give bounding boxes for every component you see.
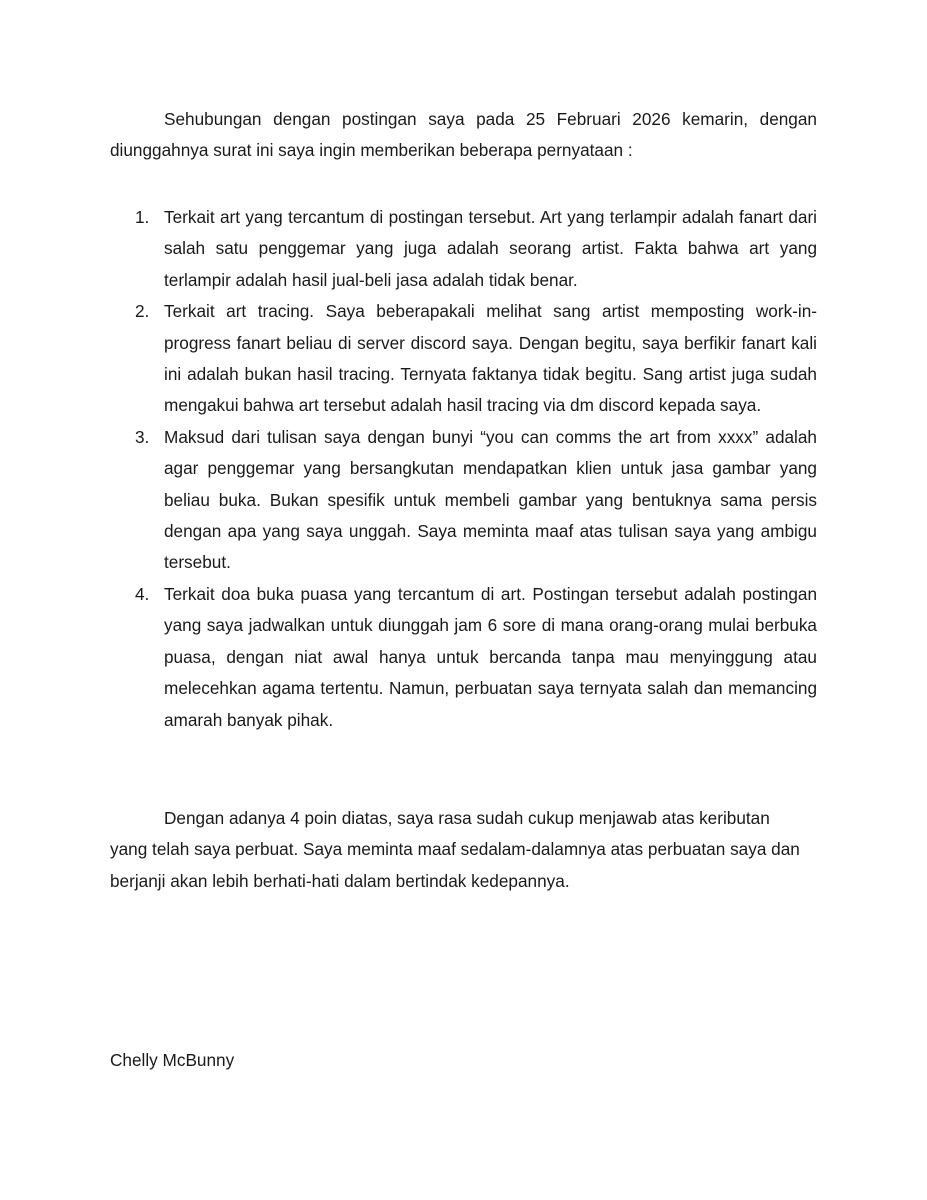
statement-item-2 <box>110 296 817 422</box>
statement-list <box>110 202 817 736</box>
statement-text: Terkait art yang tercantum di postingan tersebut. Art yang terlampir adalah fanart dari salah satu penggemar yang juga adalah seorang artist. Fakta bahwa art yang terlampir adalah hasil jual-beli jasa adalah tidak benar. <box>164 207 817 290</box>
statement-number: 4. <box>135 583 150 604</box>
closing-paragraph: Dengan adanya 4 poin diatas, saya rasa sudah cukup menjawab atas keributan yang telah saya perbuat. Saya meminta maaf sedalam-dalamnya atas perbuatan saya dan berjanji akan lebih berhati-hati dalam bertindak kedepannya. <box>110 808 800 891</box>
statement-item-3 <box>110 422 817 579</box>
statement-text: Maksud dari tulisan saya dengan bunyi “you can comms the art from xxxx” adalah agar penggemar yang bersangkutan mendapatkan klien untuk jasa gambar yang beliau buka. Bukan spesifik untuk membeli gambar yang bentuknya sama persis dengan apa yang saya unggah. Saya meminta maaf atas tulisan saya yang ambigu tersebut. <box>164 426 817 573</box>
signature-name: Chelly McBunny <box>110 1050 235 1070</box>
intro-paragraph: Sehubungan dengan postingan saya pada 25 Februari 2026 kemarin, dengan diunggahnya surat ini saya ingin memberikan beberapa pernyataan : <box>110 109 817 161</box>
statement-number: 2. <box>135 301 150 322</box>
statement-text: Terkait doa buka puasa yang tercantum di art. Postingan tersebut adalah postingan yang saya jadwalkan untuk diunggah jam 6 sore di mana orang-orang mulai berbuka puasa, dengan niat awal hanya untuk bercanda tanpa mau menyinggung atau melecehkan agama tertentu. Namun, perbuatan saya ternyata salah dan memancing amarah banyak pihak. <box>164 583 817 730</box>
statement-number: 3. <box>135 426 150 447</box>
statement-number: 1. <box>135 207 150 227</box>
statement-item-4 <box>110 579 817 736</box>
statement-text: Terkait art tracing. Saya beberapakali melihat sang artist memposting work-in-progress fanart beliau di server discord saya. Dengan begitu, saya berfikir fanart kali ini adalah bukan hasil tracing. Ternyata faktanya tidak begitu. Sang artist juga sudah mengakui bahwa art tersebut adalah hasil tracing via dm discord kepada saya. <box>164 301 817 416</box>
statement-item-1 <box>110 202 817 296</box>
